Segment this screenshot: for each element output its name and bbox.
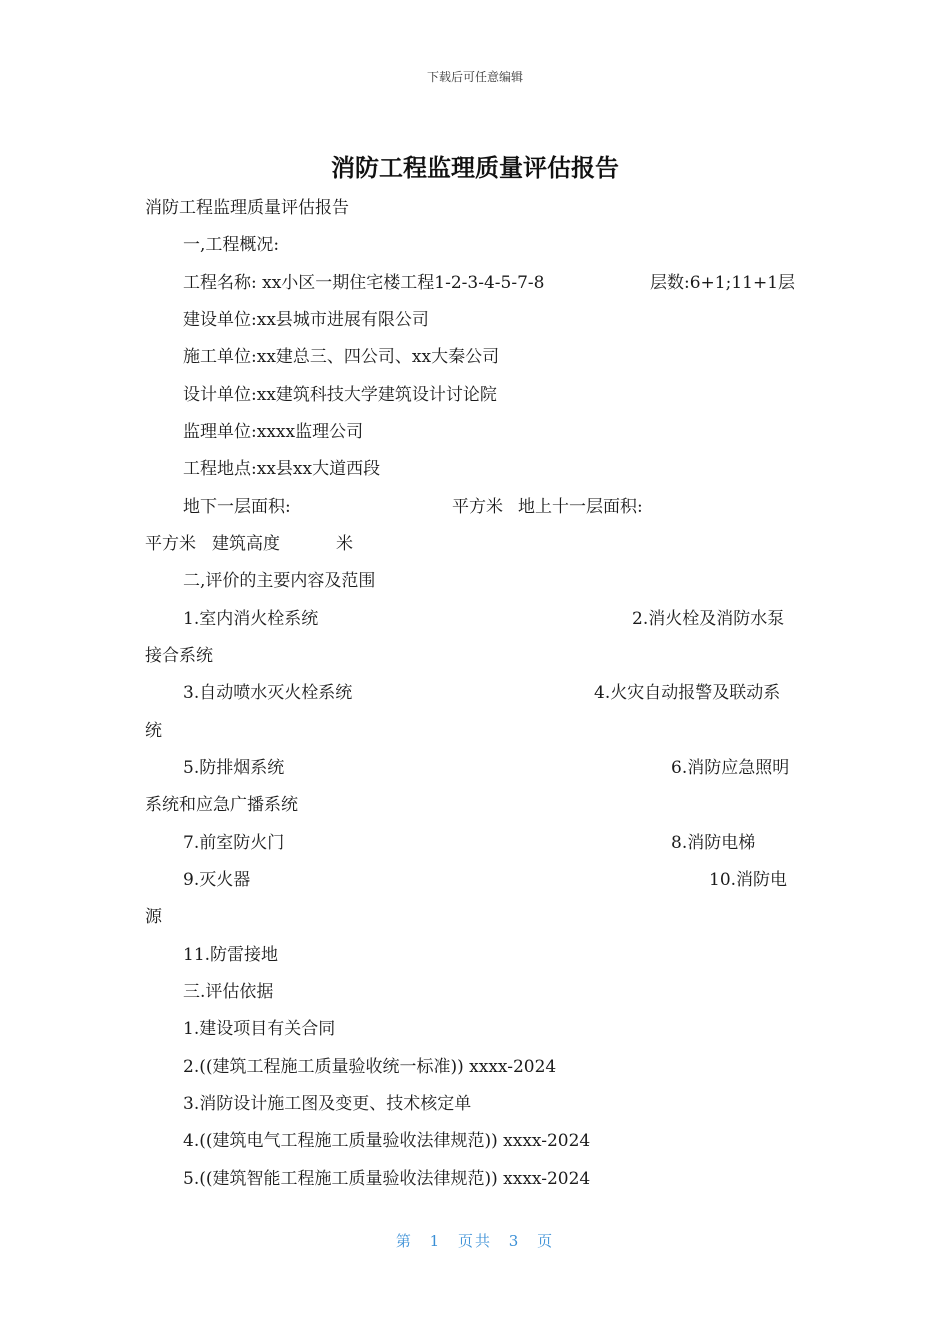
section3-heading: 三.评估依据 [183,982,274,1002]
scope-item-4: 4.火灾自动报警及联动系 [594,683,781,703]
construction-unit: 施工单位:xx建总三、四公司、xx大秦公司 [183,347,500,367]
page-label-suffix: 页 [537,1232,555,1250]
page-total-number: 3 [508,1232,521,1250]
scope-item-6: 6.消防应急照明 [671,758,790,778]
builder-unit: 建设单位:xx县城市进展有限公司 [183,310,429,330]
section2-heading: 二,评价的主要内容及范围 [183,571,376,591]
scope-item-4-cont: 统 [145,721,162,741]
above-ground-area-label: 地上十一层面积: [518,497,643,517]
scope-item-2-cont: 接合系统 [145,646,213,666]
area-unit-2: 平方米 [145,534,196,554]
scope-item-3: 3.自动喷水灭火栓系统 [183,683,353,703]
page-label-prefix: 第 [395,1232,413,1250]
design-unit: 设计单位:xx建筑科技大学建筑设计讨论院 [183,385,497,405]
basis-item-2: 2.((建筑工程施工质量验收统一标准)) xxxx-2024 [183,1057,557,1077]
basis-item-4: 4.((建筑电气工程施工质量验收法律规范)) xxxx-2024 [183,1131,591,1151]
section1-heading: 一,工程概况: [183,235,280,255]
scope-item-6-cont: 系统和应急广播系统 [145,795,298,815]
scope-item-8: 8.消防电梯 [671,833,756,853]
area-unit-1: 平方米 [452,497,503,517]
building-height-unit: 米 [336,534,353,554]
project-location: 工程地点:xx县xx大道西段 [183,459,381,479]
document-subtitle: 消防工程监理质量评估报告 [145,198,349,218]
page-footer [0,1230,950,1251]
basis-item-1: 1.建设项目有关合同 [183,1019,336,1039]
scope-item-1: 1.室内消火栓系统 [183,609,319,629]
scope-item-7: 7.前室防火门 [183,833,285,853]
scope-item-9: 9.灭火器 [183,870,251,890]
page-label-middle: 页共 [457,1232,492,1250]
basement-area-label: 地下一层面积: [183,497,291,517]
scope-item-10: 10.消防电 [709,870,788,890]
project-name: 工程名称: xx小区一期住宅楼工程1-2-3-4-5-7-8 [183,273,545,293]
building-height-label: 建筑高度 [212,534,280,554]
scope-item-10-cont: 源 [145,907,162,927]
scope-item-2: 2.消火栓及消防水泵 [632,609,785,629]
scope-item-5: 5.防排烟系统 [183,758,285,778]
project-floors: 层数:6+1;11+1层 [650,273,796,293]
header-note: 下载后可任意编辑 [426,70,523,84]
scope-item-11: 11.防雷接地 [183,945,279,965]
basis-item-5: 5.((建筑智能工程施工质量验收法律规范)) xxxx-2024 [183,1169,591,1189]
basis-item-3: 3.消防设计施工图及变更、技术核定单 [183,1094,472,1114]
document-title: 消防工程监理质量评估报告 [331,154,619,182]
supervision-unit: 监理单位:xxxx监理公司 [183,422,364,442]
page-current-number: 1 [429,1232,442,1250]
